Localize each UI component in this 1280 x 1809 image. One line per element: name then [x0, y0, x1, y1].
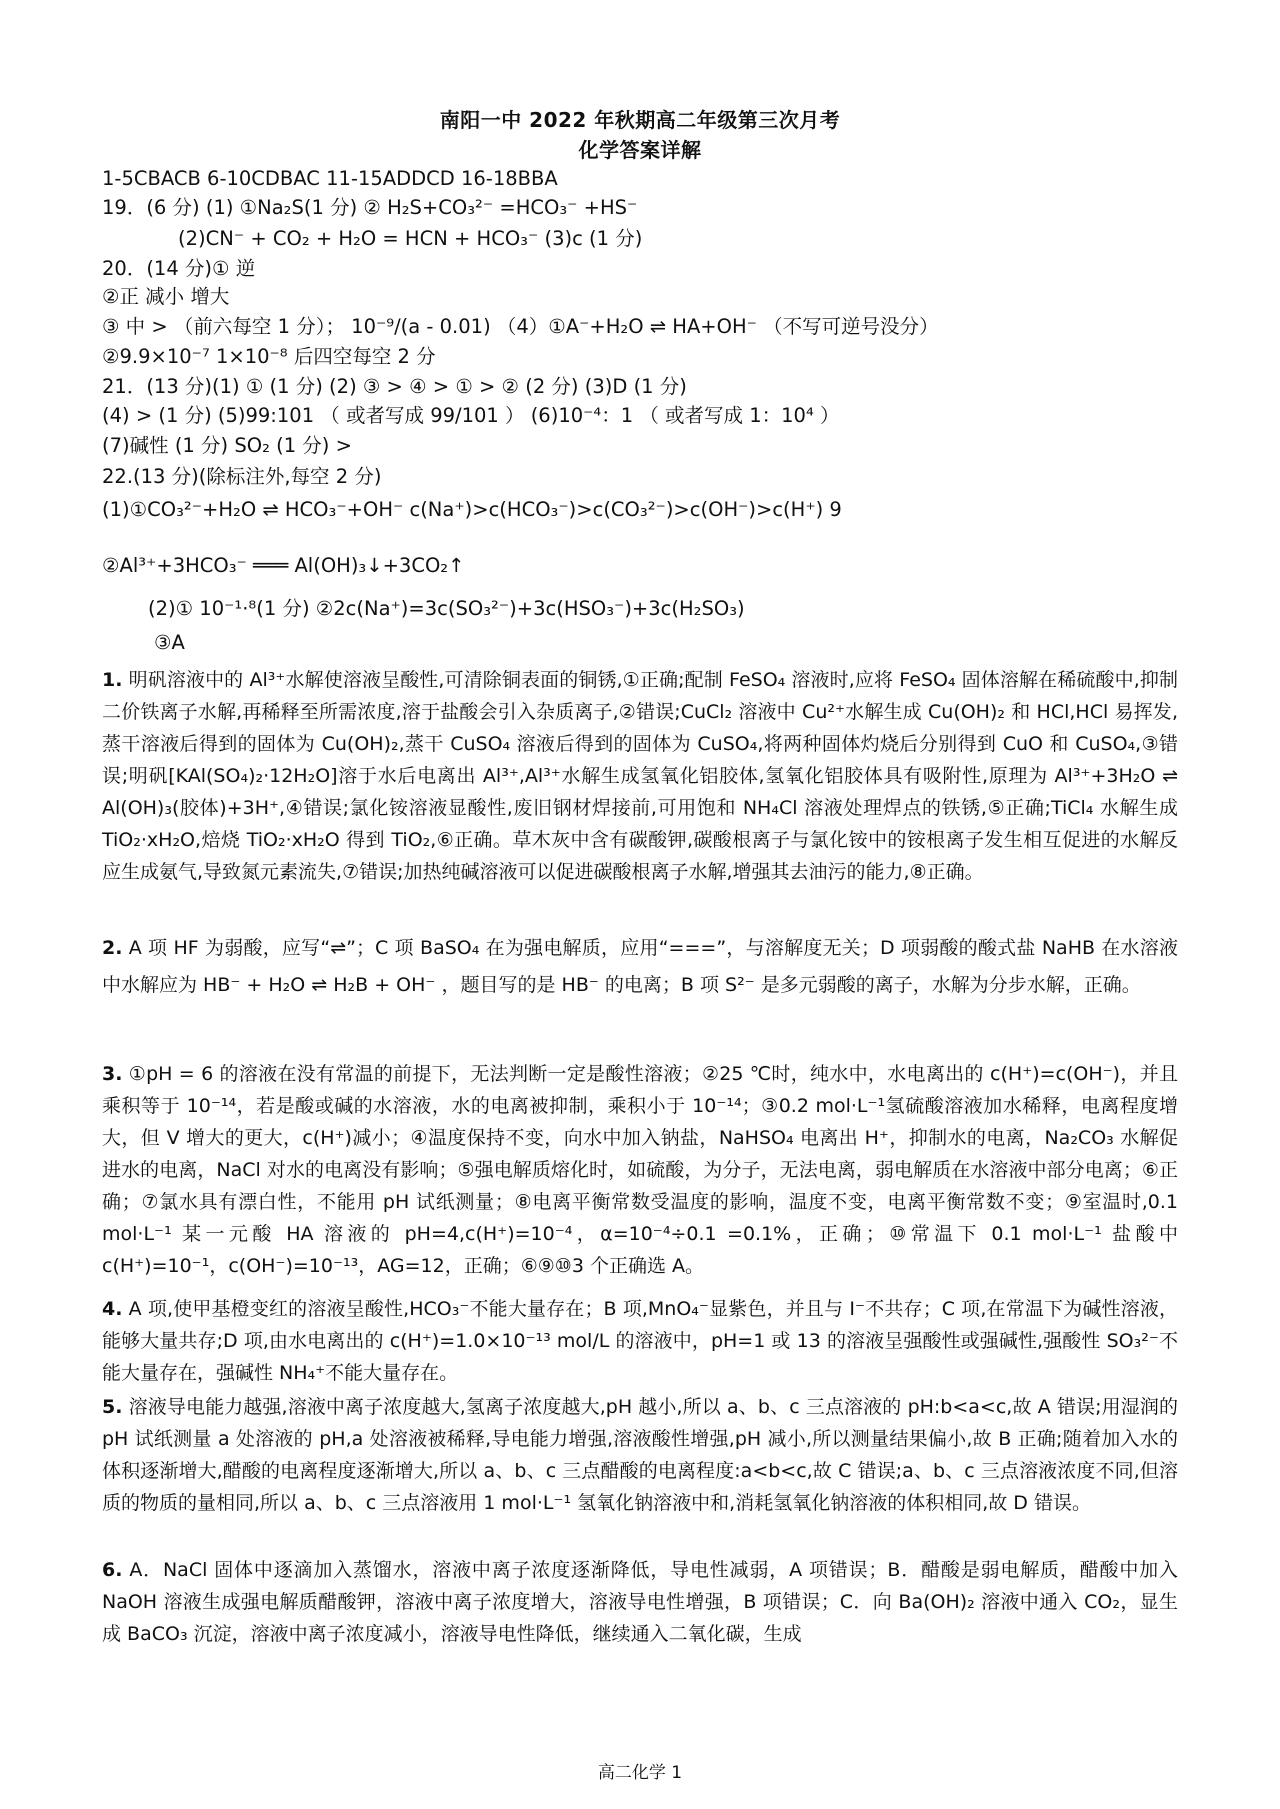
q20-line-4: ②9.9×10⁻⁷ 1×10⁻⁸ 后四空每空 2 分 — [102, 345, 436, 368]
explanation-5 — [102, 1391, 1178, 1519]
q22-line-4: (2)① 10⁻¹·⁸(1 分) ②2c(Na⁺)=3c(SO₃²⁻)+3c(HSO₃⁻)+3c(H₂SO₃) — [148, 597, 745, 620]
document-title: 南阳一中 2022 年秋期高二年级第三次月考 — [439, 108, 841, 132]
q21-line-1: 21．(13 分)(1) ① (1 分) (2) ③ > ④ > ① > ② (2 分) (3)D (1 分) — [102, 375, 687, 398]
q22-line-1: 22.(13 分)(除标注外,每空 2 分) — [102, 465, 382, 488]
explanation-text: A 项,使甲基橙变红的溶液呈酸性,HCO₃⁻不能大量存在；B 项,MnO₄⁻显紫色，并且与 I⁻不共存；C 项,在常温下为碱性溶液，能够大量共存;D 项,由水电离出的 c(H⁺)=1.0×10⁻¹³ mol/L 的溶液中，pH=1 或 13 的溶液呈强酸性或强碱性,强酸性 SO₃²⁻不能大量存在，强碱性 NH₄⁺不能大量存在。 — [102, 1298, 1178, 1384]
page-footer: 高二化学 1 — [597, 1763, 683, 1783]
q22-line-3: ②Al³⁺+3HCO₃⁻ ═══ Al(OH)₃↓+3CO₂↑ — [102, 554, 465, 577]
q22-line-2: (1)①CO₃²⁻+H₂O ⇌ HCO₃⁻+OH⁻ c(Na⁺)>c(HCO₃⁻)>c(CO₃²⁻)>c(OH⁻)>c(H⁺) 9 — [102, 498, 842, 521]
q19-line-2: (2)CN⁻ + CO₂ + H₂O = HCN + HCO₃⁻ (3)c (1 分) — [178, 227, 643, 250]
explanation-number: 4. — [102, 1298, 123, 1320]
q21-line-2: (4) > (1 分) (5)99:101 （ 或者写成 99/101 ） (6)10⁻⁴：1 （ 或者写成 1：10⁴ ） — [102, 404, 840, 427]
explanation-4 — [102, 1293, 1178, 1389]
explanation-number: 1. — [102, 669, 123, 691]
explanation-number: 3. — [102, 1063, 123, 1085]
q20-line-1: 20．(14 分)① 逆 — [102, 257, 256, 280]
q19-line-1: 19．(6 分) (1) ①Na₂S(1 分) ② H₂S+CO₃²⁻ =HCO₃⁻ +HS⁻ — [102, 196, 638, 219]
q20-line-2: ②正 减小 增大 — [102, 285, 230, 308]
explanation-1 — [102, 664, 1178, 888]
explanation-text: A 项 HF 为弱酸，应写“⇌”；C 项 BaSO₄ 在为强电解质，应用“===”，与溶解度无关；D 项弱酸的酸式盐 NaHB 在水溶液中水解应为 HB⁻ + H₂O ⇌ H₂B + OH⁻ ，题目写的是 HB⁻ 的电离；B 项 S²⁻ 是多元弱酸的离子，水解为分步水解，正确。 — [102, 937, 1178, 996]
explanation-2 — [102, 930, 1178, 1004]
q20-line-3: ③ 中 > （前六每空 1 分）； 10⁻⁹/(a - 0.01) （4）①A⁻+H₂O ⇌ HA+OH⁻ （不写可逆号没分） — [102, 315, 939, 338]
choice-answers: 1-5CBACB 6-10CDBAC 11-15ADDCD 16-18BBA — [102, 167, 558, 190]
explanation-text: A．NaCl 固体中逐滴加入蒸馏水，溶液中离子浓度逐渐降低，导电性减弱，A 项错误；B．醋酸是弱电解质，醋酸中加入 NaOH 溶液生成强电解质醋酸钾，溶液中离子浓度增大，溶液导电性增强，B 项错误；C．向 Ba(OH)₂ 溶液中通入 CO₂，显生成 BaCO₃ 沉淀，溶液中离子浓度减小，溶液导电性降低，继续通入二氧化碳，生成 — [102, 1559, 1178, 1645]
q22-line-5: ③A — [154, 631, 185, 654]
explanation-text: 明矾溶液中的 Al³⁺水解使溶液呈酸性,可清除铜表面的铜锈,①正确;配制 FeSO₄ 溶液时,应将 FeSO₄ 固体溶解在稀硫酸中,抑制二价铁离子水解,再稀释至所需浓度,溶于盐酸会引入杂质离子,②错误;CuCl₂ 溶液中 Cu²⁺水解生成 Cu(OH)₂ 和 HCl,HCl 易挥发,蒸干溶液后得到的固体为 Cu(OH)₂,蒸干 CuSO₄ 溶液后得到的固体为 CuSO₄,将两种固体灼烧后分别得到 CuO 和 CuSO₄,③错误;明矾[KAl(SO₄)₂·12H₂O]溶于水后电离出 Al³⁺,Al³⁺水解生成氢氧化铝胶体,氢氧化铝胶体具有吸附性,原理为 Al³⁺+3H₂O ⇌ Al(OH)₃(胶体)+3H⁺,④错误;氯化铵溶液显酸性,废旧钢材焊接前,可用饱和 NH₄Cl 溶液处理焊点的铁锈,⑤正确;TiCl₄ 水解生成 TiO₂·xH₂O,焙烧 TiO₂·xH₂O 得到 TiO₂,⑥正确。草木灰中含有碳酸钾,碳酸根离子与氯化铵中的铵根离子发生相互促进的水解反应生成氨气,导致氮元素流失,⑦错误;加热纯碱溶液可以促进碳酸根离子水解,增强其去油污的能力,⑧正确。 — [102, 669, 1178, 883]
explanation-text: ①pH = 6 的溶液在没有常温的前提下，无法判断一定是酸性溶液；②25 ℃时，纯水中，水电离出的 c(H⁺)=c(OH⁻)，并且乘积等于 10⁻¹⁴，若是酸或碱的水溶液，水的电离被抑制，乘积小于 10⁻¹⁴；③0.2 mol·L⁻¹氢硫酸溶液加水稀释，电离程度增大，但 V 增大的更大，c(H⁺)减小；④温度保持不变，向水中加入钠盐，NaHSO₄ 电离出 H⁺，抑制水的电离，Na₂CO₃ 水解促进水的电离，NaCl 对水的电离没有影响；⑤强电解质熔化时，如硫酸，为分子，无法电离，弱电解质在水溶液中部分电离；⑥正确；⑦氯水具有漂白性，不能用 pH 试纸测量；⑧电离平衡常数受温度的影响，温度不变，电离平衡常数不变；⑨室温时,0.1 mol·L⁻¹ 某一元酸 HA 溶液的 pH=4,c(H⁺)=10⁻⁴，α=10⁻⁴÷0.1 =0.1%，正确；⑩常温下 0.1 mol·L⁻¹ 盐酸中 c(H⁺)=10⁻¹，c(OH⁻)=10⁻¹³，AG=12，正确；⑥⑨⑩3 个正确选 A。 — [102, 1063, 1178, 1277]
explanation-number: 2. — [102, 937, 123, 959]
document-subtitle: 化学答案详解 — [578, 138, 702, 162]
explanation-3 — [102, 1058, 1178, 1282]
q21-line-3: (7)碱性 (1 分) SO₂ (1 分) > — [102, 434, 352, 457]
explanation-6 — [102, 1554, 1178, 1650]
explanation-text: 溶液导电能力越强,溶液中离子浓度越大,氢离子浓度越大,pH 越小,所以 a、b、c 三点溶液的 pH:b<a<c,故 A 错误;用湿润的 pH 试纸测量 a 处溶液的 pH,a 处溶液被稀释,导电能力增强,溶液酸性增强,pH 减小,所以测量结果偏小,故 B 正确;随着加入水的体积逐渐增大,醋酸的电离程度逐渐增大,所以 a、b、c 三点醋酸的电离程度:a<b<c,故 C 错误;a、b、c 三点溶液浓度不同,但溶质的物质的量相同,所以 a、b、c 三点溶液用 1 mol·L⁻¹ 氢氧化钠溶液中和,消耗氢氧化钠溶液的体积相同,故 D 错误。 — [102, 1396, 1178, 1514]
explanation-number: 6. — [102, 1559, 123, 1581]
explanation-number: 5. — [102, 1396, 123, 1418]
